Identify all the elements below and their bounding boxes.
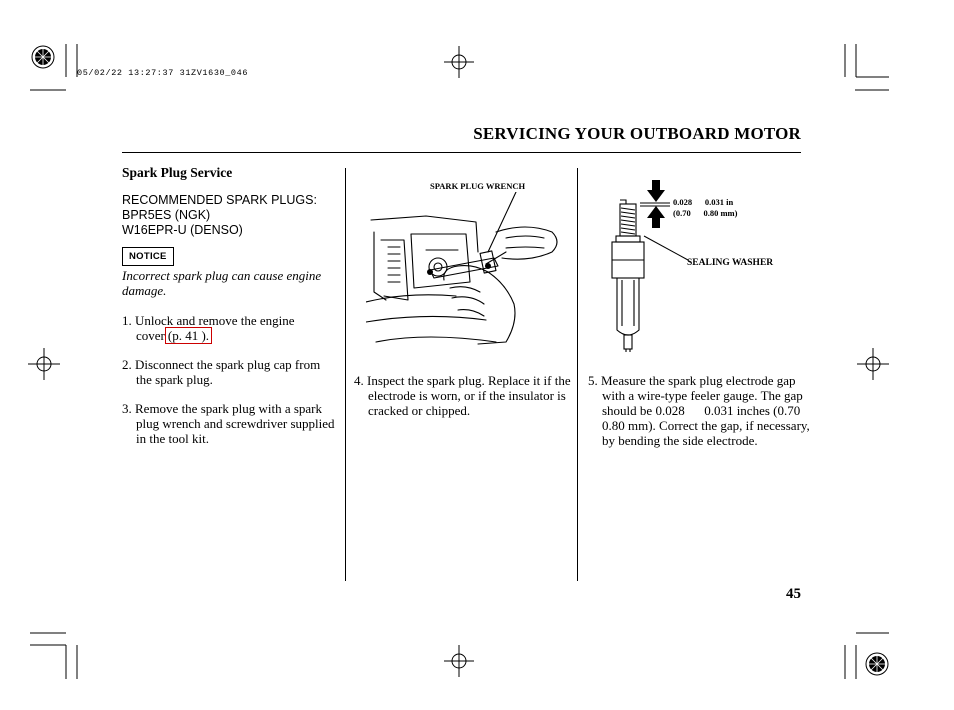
registration-target — [857, 348, 889, 380]
page-reference-link[interactable]: (p. 41 ). — [165, 327, 212, 344]
starburst-mark — [32, 46, 54, 68]
recommended-plugs-label: RECOMMENDED SPARK PLUGS: — [122, 193, 317, 207]
section-heading: Spark Plug Service — [122, 165, 233, 180]
column-spark-plug-service — [122, 165, 337, 460]
registration-target — [444, 645, 474, 677]
page-number: 45 — [786, 586, 801, 602]
registration-target — [28, 348, 60, 380]
section-title: SERVICING YOUR OUTBOARD MOTOR — [473, 124, 801, 143]
spark-plug-body — [612, 200, 644, 352]
gap-arrow-up-icon — [647, 206, 665, 228]
step-5: 5. Measure the spark plug electrode gap with a wire-type feeler gauge. The gap should be 0.028 0.031 inches (0.70 0.80 mm). Correct the gap, if necessary, by bending the side electrode. — [588, 373, 820, 448]
notice-badge: NOTICE — [122, 247, 174, 266]
steps-list — [122, 313, 337, 446]
step-1-text: 1. Unlock and remove the engine cover — [122, 313, 295, 343]
sealing-washer-label: SEALING WASHER — [687, 258, 774, 268]
gap-millimeters: (0.70 0.80 mm) — [673, 208, 738, 218]
header-rule — [122, 152, 801, 153]
step-1 — [122, 313, 337, 343]
plug-ngk: BPR5ES (NGK) — [122, 208, 211, 222]
registration-target — [444, 46, 474, 78]
step-3: 3. Remove the spark plug with a spark plug wrench and screwdriver supplied in the tool kit. — [122, 401, 335, 446]
plug-denso: W16EPR-U (DENSO) — [122, 223, 243, 237]
starburst-mark — [866, 653, 888, 675]
spark-plug-wrench-illustration — [366, 192, 566, 364]
gap-arrow-down-icon — [647, 180, 665, 202]
notice-text: Incorrect spark plug can cause engine damage. — [122, 268, 322, 298]
column-divider — [345, 168, 346, 581]
gap-inches: 0.028 0.031 in — [673, 197, 734, 207]
figure-label-spark-plug-wrench: SPARK PLUG WRENCH — [430, 181, 526, 191]
step-4: 4. Inspect the spark plug. Replace it if the electrode is worn, or if the insulator is cracked or chipped. — [354, 373, 571, 418]
step-2: 2. Disconnect the spark plug cap from the spark plug. — [122, 357, 321, 387]
gap-spec-label — [673, 197, 737, 219]
washer-leader-line — [644, 236, 688, 260]
print-timestamp: 05/02/22 13:27:37 31ZV1630_046 — [77, 68, 249, 78]
